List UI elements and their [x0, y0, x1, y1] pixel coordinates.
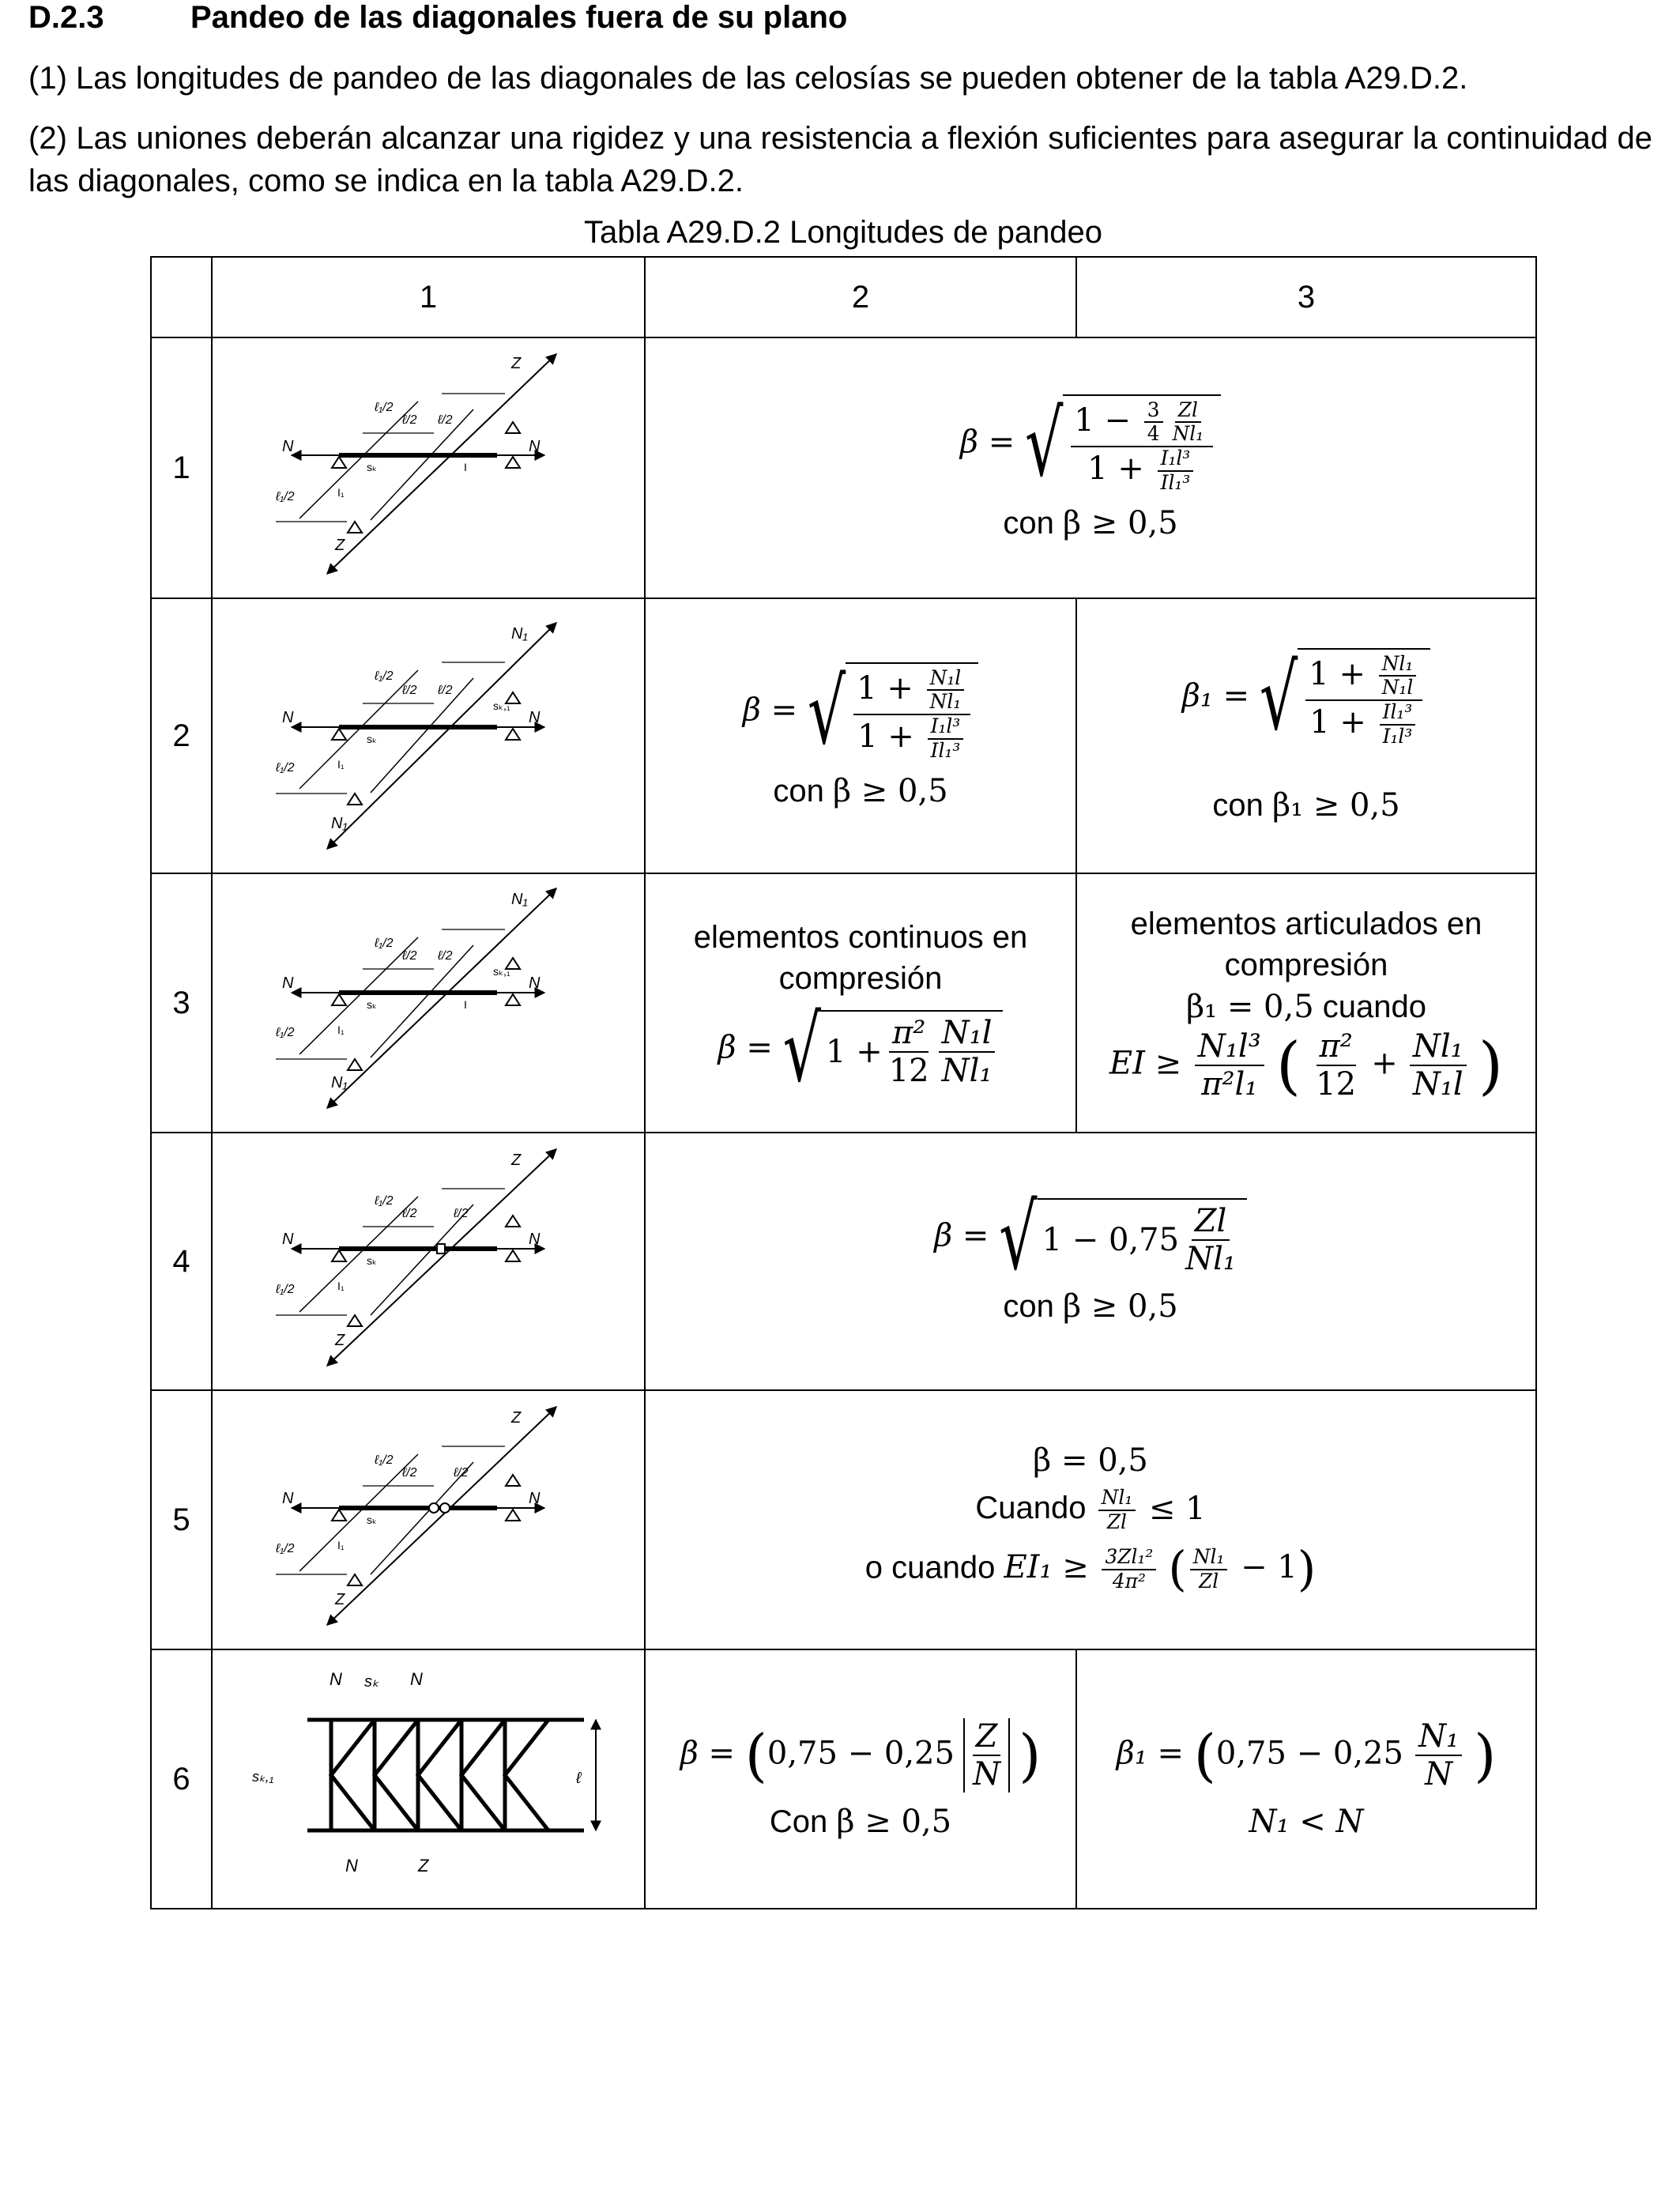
label-N1-bottom: N₁ — [331, 1074, 348, 1091]
label-l-half-2: ℓ/2 — [454, 1207, 469, 1220]
figure-row-2 — [212, 598, 645, 873]
label-I1: I₁ — [337, 486, 345, 499]
label-I1: I₁ — [337, 1280, 345, 1292]
label-N-top-left: N — [330, 1669, 342, 1689]
label-l1-half-top: ℓ₁/2 — [375, 401, 394, 414]
label-Z-bottom: Z — [335, 1332, 345, 1349]
cuando-line-row-3 — [1186, 989, 1426, 1025]
continuous-title: elementos continuos en compresión — [693, 920, 1028, 996]
label-l-half-2: ℓ/2 — [438, 684, 453, 697]
lattice-column-figure-6 — [213, 1650, 644, 1900]
column-header-2: 2 — [645, 257, 1076, 337]
label-N-right: N — [529, 974, 541, 992]
label-l-half-1: ℓ/2 — [402, 684, 417, 697]
label-I1: I₁ — [337, 1023, 345, 1036]
label-I: I — [464, 461, 467, 473]
formula-cell-row-5 — [645, 1390, 1536, 1649]
label-N-right: N — [529, 438, 541, 455]
label-N-top-right: N — [410, 1669, 423, 1689]
label-sk1: sₖ,₁ — [493, 699, 510, 712]
condition-math-1: β ≥ 0,5 — [1062, 505, 1178, 542]
label-l1-half-left: ℓ₁/2 — [276, 761, 295, 775]
paragraph-2: (2) Las uniones deberán alcanzar una rigidez y una resistencia a flexión suficientes para asegurar la continuidad de las diagonales, como se indica en la tabla A29.D.2. — [28, 121, 1652, 198]
label-Z-top: Z — [511, 355, 522, 372]
label-sk: sₖ — [364, 1673, 379, 1691]
formula-row-3-col-2: β = √ 1 + $\frac{\text{π²}}{12}$ $\frac{\text{N₁l}}{\text{Nl₁}}$ — [718, 1010, 1004, 1089]
ocuando-line-row-5 — [865, 1542, 1317, 1597]
label-N-right: N — [529, 1490, 541, 1507]
label-l1-half-left: ℓ₁/2 — [276, 1283, 295, 1296]
ocuando-text-5: o cuando — [864, 1550, 996, 1585]
truss-diagonal-figure-1 — [213, 338, 644, 590]
label-l-half-1: ℓ/2 — [402, 949, 417, 963]
formula-row-1: β = √ 1 − $\frac{3}{4}$ $\frac{Zl}{\text{Nl₁}}$ 1 + $\frac{\text{I₁l³}}{\text{Il₁³}}$ — [960, 394, 1221, 494]
row-number-4: 4 — [151, 1133, 212, 1390]
label-N-right: N — [529, 1231, 541, 1248]
formula-cell-row-3-col-3 — [1076, 873, 1536, 1133]
row-number-6: 6 — [151, 1649, 212, 1909]
label-Z-bottom: Z — [335, 537, 345, 554]
ocuando-math-5: EI₁ ≥ $\frac{\text{3Zl₁²}}{\text{4π²}}$ ( $\frac{\text{Nl₁}}{Zl}$ − 1) — [1004, 1541, 1317, 1597]
cuando-math-5: $\frac{\text{Nl₁}}{Zl}$ ≤ 1 — [1095, 1491, 1206, 1526]
label-sk1: sₖ,₁ — [252, 1769, 274, 1785]
truss-diagonal-figure-3 — [213, 874, 644, 1124]
figure-row-5 — [212, 1390, 645, 1649]
table-caption: Tabla A29.D.2 Longitudes de pandeo — [583, 215, 1103, 250]
pinned-title: elementos articulados en compresión — [1130, 907, 1482, 982]
label-l-half-1: ℓ/2 — [402, 413, 417, 427]
label-sk: sₖ — [367, 1254, 377, 1267]
label-I1: I₁ — [337, 758, 345, 771]
condition-row-6-col-2 — [770, 1804, 951, 1840]
cuando-line-row-5 — [975, 1487, 1205, 1533]
condition-math-2b: β₁ ≥ 0,5 — [1271, 787, 1400, 824]
buckling-length-table — [150, 256, 1537, 1909]
label-l-half-1: ℓ/2 — [402, 1207, 417, 1220]
formula-row-2-col-3: β₁ = √ 1 + $\frac{\text{Nl₁}}{\text{N₁l}}$ 1 + $\frac{\text{Il₁³}}{\text{I₁l³}}$ — [1182, 648, 1431, 748]
label-N1-top: N₁ — [511, 891, 528, 908]
formula-row-3-col-3: EI ≥ $\frac{\text{N₁l³}}{\text{π²l₁}}$ ( $\frac{\text{π²}}{12}$ + $\frac{\text{Nl₁}}{\text{N₁l}}$ ) — [1109, 1028, 1504, 1103]
formula-cell-row-6-col-2 — [645, 1649, 1076, 1909]
label-Z-bottom: Z — [418, 1856, 429, 1875]
label-sk: sₖ — [367, 461, 377, 473]
section-heading — [28, 0, 847, 36]
section-title: Pandeo de las diagonales fuera de su plano — [190, 0, 848, 35]
label-l-half-2: ℓ/2 — [454, 1466, 469, 1480]
condition-con-1: con — [1003, 506, 1054, 541]
formula-cell-row-2-col-3 — [1076, 598, 1536, 873]
condition-row-6-col-3: N₁ < N — [1249, 1804, 1364, 1840]
condition-con-6: Con — [769, 1804, 828, 1839]
formula-cell-row-4 — [645, 1133, 1536, 1390]
column-header-1: 1 — [212, 257, 645, 337]
label-N-left: N — [282, 1231, 294, 1248]
label-l1-half-top: ℓ₁/2 — [375, 669, 394, 683]
condition-row-4 — [1003, 1288, 1177, 1325]
label-N-left: N — [282, 974, 294, 992]
formula-row-2-col-2: β = √ 1 + $\frac{\text{N₁l}}{\text{Nl₁}}$ 1 + $\frac{\text{I₁l³}}{\text{Il₁³}}$ — [743, 662, 979, 762]
label-N-left: N — [282, 1490, 294, 1507]
label-N-left: N — [282, 709, 294, 726]
label-l1-half-top: ℓ₁/2 — [375, 937, 394, 950]
truss-diagonal-figure-2 — [213, 599, 644, 865]
formula-cell-row-6-col-3 — [1076, 1649, 1536, 1909]
formula-row-4: β = √ 1 − 0,75 $\frac{Zl}{\text{Nl₁}}$ — [934, 1198, 1247, 1277]
figure-row-3 — [212, 873, 645, 1133]
condition-math-4: β ≥ 0,5 — [1062, 1288, 1178, 1325]
formula-row-6-col-2: β = (0,75 − 0,25 $\frac{Z}{N}$ ) — [680, 1718, 1042, 1793]
label-Z-top: Z — [511, 1409, 522, 1427]
label-Z-top: Z — [511, 1152, 522, 1169]
label-l1-half-left: ℓ₁/2 — [276, 490, 295, 503]
formula-cell-row-1 — [645, 337, 1536, 598]
section-number: D.2.3 — [28, 0, 104, 35]
label-l1-half-top: ℓ₁/2 — [375, 1194, 394, 1208]
condition-math-2: β ≥ 0,5 — [832, 773, 948, 810]
formula-row-6-col-3: β₁ = (0,75 − 0,25 $\frac{\text{N₁}}{N}$ ) — [1116, 1718, 1497, 1793]
row-number-5: 5 — [151, 1390, 212, 1649]
condition-row-2-col-3 — [1212, 787, 1399, 824]
condition-con-2: con — [773, 774, 824, 809]
cuando-math-3: β₁ = 0,5 — [1185, 989, 1314, 1025]
label-sk: sₖ — [367, 998, 377, 1011]
condition-con-2b: con — [1212, 788, 1264, 824]
label-N1-bottom: N₁ — [331, 815, 348, 832]
row-number-2: 2 — [151, 598, 212, 873]
label-l-half-2: ℓ/2 — [438, 413, 453, 427]
condition-row-2-col-2 — [773, 773, 947, 809]
label-sk1: sₖ,₁ — [493, 965, 510, 978]
cuando-text-5: Cuando — [975, 1491, 1087, 1526]
header-empty-cell — [151, 257, 212, 337]
condition-math-6: β ≥ 0,5 — [836, 1804, 952, 1840]
figure-row-4 — [212, 1133, 645, 1390]
label-N-bottom: N — [345, 1856, 358, 1875]
figure-row-1 — [212, 337, 645, 598]
truss-diagonal-figure-4 — [213, 1133, 644, 1382]
condition-con-4: con — [1003, 1289, 1054, 1324]
label-l: ℓ — [576, 1770, 582, 1787]
column-header-3: 3 — [1076, 257, 1536, 337]
label-sk: sₖ — [367, 733, 377, 745]
label-N1-top: N₁ — [511, 625, 528, 643]
label-N-left: N — [282, 438, 294, 455]
row-number-1: 1 — [151, 337, 212, 598]
row-number-3: 3 — [151, 873, 212, 1133]
label-l-half-2: ℓ/2 — [438, 949, 453, 963]
condition-row-1 — [1003, 505, 1177, 541]
beta-fixed-row-5: β = 0,5 — [1033, 1442, 1148, 1480]
figure-row-6 — [212, 1649, 645, 1909]
formula-cell-row-3-col-2 — [645, 873, 1076, 1133]
label-N-right: N — [529, 709, 541, 726]
truss-diagonal-figure-5 — [213, 1391, 644, 1641]
cuando-text-3: cuando — [1322, 990, 1427, 1024]
label-sk: sₖ — [367, 1514, 377, 1526]
label-I1: I₁ — [337, 1539, 345, 1551]
formula-cell-row-2-col-2 — [645, 598, 1076, 873]
label-Z-bottom: Z — [335, 1591, 345, 1608]
label-l-half-1: ℓ/2 — [402, 1466, 417, 1480]
label-I: I — [464, 998, 467, 1011]
label-l1-half-left: ℓ₁/2 — [276, 1026, 295, 1039]
label-l1-half-top: ℓ₁/2 — [375, 1453, 394, 1467]
paragraph-1: (1) Las longitudes de pandeo de las diagonales de las celosías se pueden obtener de la tabla A29.D.2. — [28, 61, 1468, 96]
label-l1-half-left: ℓ₁/2 — [276, 1542, 295, 1555]
